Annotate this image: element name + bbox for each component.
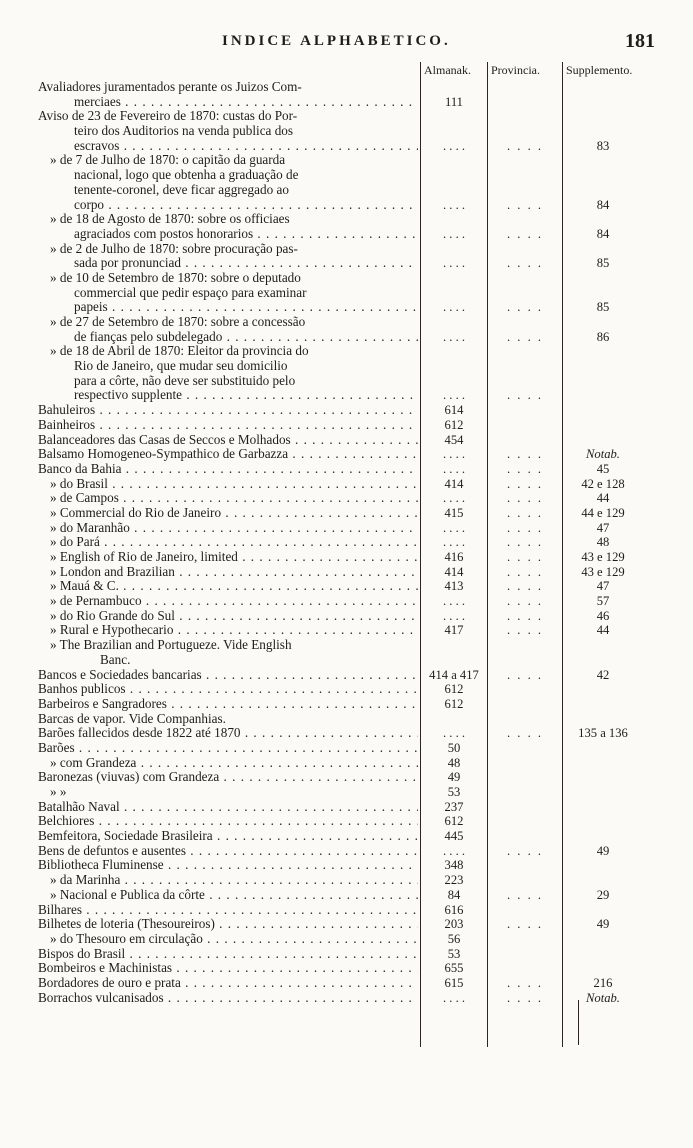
entry-label: » » (50, 785, 67, 799)
almanak-ref: 111 (445, 94, 463, 109)
entry-label: nacional, logo que obtenha a graduação de (74, 168, 299, 183)
entry-label: » de Pernambuco . . . (50, 594, 418, 609)
entry-label: Belchiores . . . (38, 814, 418, 829)
supplemento-ref: 44 e 129 (581, 505, 625, 520)
index-entry (0, 829, 693, 844)
provincia-ref: . . . . (506, 520, 544, 535)
entry-label: » do Pará . . . (50, 535, 418, 550)
almanak-ref: 445 (444, 829, 464, 844)
entry-label: » do Brasil . . . (50, 477, 418, 492)
provincia-ref: . . . . (506, 564, 544, 579)
page-title: INDICE ALPHABETICO. (222, 33, 451, 49)
entry-label: sada por pronunciad . . . (74, 256, 418, 271)
supplemento-ref: 85 (596, 256, 610, 271)
index-entry (0, 212, 693, 227)
entry-label: de fianças pelo subdelegado . . . (74, 330, 418, 345)
index-entry (0, 668, 693, 683)
index-entry (0, 227, 693, 242)
almanak-ref: 53 (447, 785, 461, 799)
almanak-ref: 50 (447, 740, 461, 755)
entry-label: respectivo supplente . . . (74, 388, 418, 403)
supplemento-ref: 43 e 129 (581, 550, 625, 564)
almanak-ref: 616 (444, 902, 464, 917)
almanak-ref: . . . . (442, 535, 466, 550)
entry-label: Bainheiros . . . (38, 418, 418, 433)
index-entry (0, 756, 693, 771)
entry-label: Barões . . . (38, 741, 418, 756)
almanak-ref: 612 (444, 696, 464, 711)
index-entry (0, 168, 693, 183)
provincia-ref: . . . . (506, 256, 544, 271)
almanak-ref: . . . . (442, 226, 466, 241)
index-entry (0, 682, 693, 697)
index-entry (0, 550, 693, 565)
almanak-ref: . . . . (442, 138, 466, 153)
supplemento-ref: 44 (596, 623, 610, 638)
provincia-ref: . . . . (506, 667, 544, 682)
entry-label: Banco da Bahia . . . (38, 462, 418, 477)
almanak-ref: . . . . (442, 726, 466, 741)
almanak-ref: 414 (444, 476, 464, 491)
entry-label: teiro dos Auditorios na venda publica dos (74, 124, 294, 139)
index-entry (0, 947, 693, 962)
entry-label: Barcas de vapor. Vide Companhias. (38, 711, 226, 726)
index-entry (0, 447, 693, 462)
provincia-ref: . . . . (506, 623, 544, 638)
index-entry (0, 565, 693, 580)
provincia-ref: . . . . (506, 579, 544, 594)
index-entry (0, 462, 693, 477)
index-entry (0, 535, 693, 550)
supplemento-ref: 42 e 128 (581, 476, 625, 491)
entry-label: » Mauá & C. . . . (50, 579, 418, 594)
supplemento-ref: 135 a 136 (578, 726, 628, 741)
entry-label: Bombeiros e Machinistas . . . (38, 961, 418, 976)
index-entry (0, 153, 693, 168)
entry-label: commercial que pedir espaço para examinar (74, 285, 307, 300)
almanak-ref: 49 (447, 770, 461, 785)
almanak-ref: . . . . (442, 447, 466, 462)
almanak-ref: . . . . (442, 461, 466, 476)
supplemento-ref: 29 (596, 887, 610, 902)
index-entry (0, 80, 693, 95)
page-number: 181 (625, 30, 655, 52)
provincia-ref: . . . . (506, 975, 544, 990)
almanak-ref: 416 (444, 550, 464, 564)
entry-label: Banc. (100, 652, 131, 667)
provincia-ref: . . . . (506, 887, 544, 902)
entry-label: Baronezas (viuvas) com Grandeza . . . (38, 770, 418, 785)
provincia-ref: . . . . (506, 329, 544, 344)
provincia-ref: . . . . (506, 476, 544, 491)
almanak-ref: 414 a 417 (429, 667, 479, 682)
index-entry (0, 242, 693, 257)
almanak-ref: 612 (444, 417, 464, 432)
index-entry (0, 286, 693, 301)
index-entry (0, 638, 693, 653)
provincia-ref: . . . . (506, 608, 544, 623)
entry-label: » com Grandeza . . . (50, 756, 418, 771)
entry-label: Bemfeitora, Sociedade Brasileira . . . (38, 829, 418, 844)
supplemento-ref: 48 (596, 535, 610, 550)
provincia-ref: . . . . (506, 461, 544, 476)
entry-label: » de 10 de Setembro de 1870: sobre o deputado (50, 270, 301, 285)
almanak-ref: 48 (447, 755, 461, 770)
index-entry (0, 491, 693, 506)
almanak-ref: . . . . (442, 491, 466, 506)
entry-label: Batalhão Naval . . . (38, 800, 418, 815)
index-entry (0, 712, 693, 727)
index-entry (0, 858, 693, 873)
almanak-ref: 417 (444, 623, 464, 638)
index-entries (0, 80, 693, 1005)
almanak-ref: 615 (444, 975, 464, 990)
entry-label: corpo . . . (74, 198, 418, 213)
index-entry (0, 623, 693, 638)
index-entry (0, 814, 693, 829)
almanak-ref: . . . . (442, 990, 466, 1005)
almanak-ref: . . . . (442, 843, 466, 858)
almanak-ref: 612 (444, 682, 464, 697)
supplemento-ref: 45 (596, 461, 610, 476)
index-entry (0, 917, 693, 932)
index-entry (0, 330, 693, 345)
column-divider (578, 1000, 579, 1045)
almanak-ref: 237 (444, 799, 464, 814)
supplemento-ref: 46 (596, 608, 610, 623)
index-entry (0, 844, 693, 859)
provincia-ref: . . . . (506, 226, 544, 241)
supplemento-ref: 57 (596, 594, 610, 609)
almanak-ref: 348 (444, 858, 464, 873)
entry-label: » de 2 de Julho de 1870: sobre procuração pas- (50, 241, 298, 256)
almanak-ref: . . . . (442, 329, 466, 344)
entry-label: » da Marinha . . . (50, 873, 418, 888)
column-header-provincia: Provincia. (491, 63, 540, 77)
entry-label: » London and Brazilian . . . (50, 565, 418, 580)
column-header-supplemento: Supplemento. (566, 63, 633, 77)
provincia-ref: . . . . (506, 726, 544, 741)
index-entry (0, 271, 693, 286)
entry-label: Bancos e Sociedades bancarias . . . (38, 668, 418, 683)
entry-label: agraciados com postos honorarios . . . (74, 227, 418, 242)
provincia-ref: . . . . (506, 300, 544, 315)
entry-label: » Nacional e Publica da côrte . . . (50, 888, 418, 903)
index-entry (0, 521, 693, 536)
entry-label: Bahuleiros . . . (38, 403, 418, 418)
entry-label: » English of Rio de Janeiro, limited . . . (50, 550, 418, 565)
supplemento-ref: 216 (593, 975, 613, 990)
supplemento-ref: 47 (596, 520, 610, 535)
entry-label: Barões fallecidos desde 1822 até 1870 . . . (38, 726, 418, 741)
entry-label: Bilhares . . . (38, 903, 418, 918)
entry-label: Bordadores de ouro e prata . . . (38, 976, 418, 991)
entry-label: » Rural e Hypothecario . . . (50, 623, 418, 638)
index-entry (0, 991, 693, 1006)
entry-label: » The Brazilian and Portugueze. Vide English (50, 638, 292, 653)
index-entry (0, 139, 693, 154)
index-entry (0, 800, 693, 815)
entry-label: escravos . . . (74, 139, 418, 154)
supplemento-ref: Notab. (586, 447, 620, 462)
almanak-ref: . . . . (442, 608, 466, 623)
index-entry (0, 183, 693, 198)
almanak-ref: 414 (444, 564, 464, 579)
entry-label: tenente-coronel, deve ficar aggregado ao (74, 182, 289, 197)
almanak-ref: . . . . (442, 300, 466, 315)
index-entry (0, 579, 693, 594)
entry-label: » de Campos . . . (50, 491, 418, 506)
index-entry (0, 433, 693, 448)
supplemento-ref: 43 e 129 (581, 564, 625, 579)
almanak-ref: 454 (444, 432, 464, 447)
index-entry (0, 594, 693, 609)
supplemento-ref: 44 (596, 491, 610, 506)
supplemento-ref: 85 (596, 300, 610, 315)
almanak-ref: 655 (444, 961, 464, 976)
index-entry (0, 932, 693, 947)
index-entry (0, 388, 693, 403)
index-entry (0, 785, 693, 800)
index-entry (0, 506, 693, 521)
index-entry (0, 961, 693, 976)
provincia-ref: . . . . (506, 843, 544, 858)
supplemento-ref: 42 (596, 667, 610, 682)
almanak-ref: 612 (444, 814, 464, 829)
almanak-ref: 53 (447, 946, 461, 961)
supplemento-ref: 49 (596, 917, 610, 932)
index-entry (0, 300, 693, 315)
provincia-ref: . . . . (506, 505, 544, 520)
provincia-ref: . . . . (506, 197, 544, 212)
index-entry (0, 609, 693, 624)
entry-label: papeis . . . (74, 300, 418, 315)
index-entry (0, 888, 693, 903)
provincia-ref: . . . . (506, 138, 544, 153)
index-entry (0, 976, 693, 991)
index-entry (0, 653, 693, 668)
index-entry (0, 770, 693, 785)
index-entry (0, 198, 693, 213)
column-header-almanak: Almanak. (424, 63, 471, 77)
entry-label: Banhos publicos . . . (38, 682, 418, 697)
index-entry (0, 873, 693, 888)
almanak-ref: 415 (444, 505, 464, 520)
entry-label: Bilhetes de loteria (Thesoureiros) . . . (38, 917, 418, 932)
index-entry (0, 95, 693, 110)
index-entry (0, 124, 693, 139)
entry-label: Balsamo Homogeneo-Sympathico de Garbazza . . . (38, 447, 418, 462)
entry-label: Avaliadores juramentados perante os Juizos Com- (38, 80, 302, 94)
supplemento-ref: 84 (596, 226, 610, 241)
index-entry (0, 697, 693, 712)
entry-label: Barbeiros e Sangradores . . . (38, 697, 418, 712)
provincia-ref: . . . . (506, 917, 544, 932)
entry-label: Borrachos vulcanisados . . . (38, 991, 418, 1006)
index-entry (0, 374, 693, 389)
entry-label: » do Maranhão . . . (50, 521, 418, 536)
entry-label: Bispos do Brasil . . . (38, 947, 418, 962)
entry-label: Rio de Janeiro, que mudar seu domicilio (74, 359, 288, 374)
entry-label: merciaes . . . (74, 95, 418, 110)
provincia-ref: . . . . (506, 491, 544, 506)
entry-label: Bens de defuntos e ausentes . . . (38, 844, 418, 859)
index-entry (0, 903, 693, 918)
supplemento-ref: 49 (596, 843, 610, 858)
supplemento-ref: 83 (596, 138, 610, 153)
almanak-ref: 223 (444, 873, 464, 888)
provincia-ref: . . . . (506, 550, 544, 564)
almanak-ref: . . . . (442, 520, 466, 535)
provincia-ref: . . . . (506, 990, 544, 1005)
almanak-ref: 413 (444, 579, 464, 594)
provincia-ref: . . . . (506, 594, 544, 609)
entry-label: » de 18 de Abril de 1870: Eleitor da provincia do (50, 344, 309, 359)
almanak-ref: 614 (444, 403, 464, 418)
entry-label: Balanceadores das Casas de Seccos e Molhados . . . (38, 433, 418, 448)
entry-label: » do Thesouro em circulação . . . (50, 932, 418, 947)
provincia-ref: . . . . (506, 447, 544, 462)
supplemento-ref: Notab. (586, 990, 620, 1005)
entry-label: » de 7 de Julho de 1870: o capitão da guarda (50, 153, 286, 168)
index-entry (0, 477, 693, 492)
provincia-ref: . . . . (506, 388, 544, 403)
almanak-ref: 203 (444, 917, 464, 932)
entry-label: Aviso de 23 de Fevereiro de 1870: custas do Por- (38, 109, 298, 124)
almanak-ref: . . . . (442, 256, 466, 271)
supplemento-ref: 47 (596, 579, 610, 594)
entry-label: para a côrte, não deve ser substituido pelo (74, 373, 296, 388)
index-entry (0, 315, 693, 330)
supplemento-ref: 86 (596, 329, 610, 344)
entry-label: » do Rio Grande do Sul . . . (50, 609, 418, 624)
almanak-ref: 84 (447, 887, 461, 902)
almanak-ref: . . . . (442, 594, 466, 609)
index-entry (0, 109, 693, 124)
entry-label: » de 18 de Agosto de 1870: sobre os officiaes (50, 212, 290, 227)
index-entry (0, 359, 693, 374)
almanak-ref: . . . . (442, 197, 466, 212)
index-entry (0, 741, 693, 756)
index-entry (0, 726, 693, 741)
index-entry (0, 418, 693, 433)
almanak-ref: 56 (447, 931, 461, 946)
almanak-ref: . . . . (442, 388, 466, 403)
provincia-ref: . . . . (506, 535, 544, 550)
entry-label: » de 27 de Setembro de 1870: sobre a concessão (50, 315, 306, 329)
index-entry (0, 403, 693, 418)
index-entry (0, 256, 693, 271)
entry-label: Bibliotheca Fluminense . . . (38, 858, 418, 873)
entry-label: » Commercial do Rio de Janeiro . . . (50, 506, 418, 521)
index-entry (0, 344, 693, 359)
supplemento-ref: 84 (596, 197, 610, 212)
